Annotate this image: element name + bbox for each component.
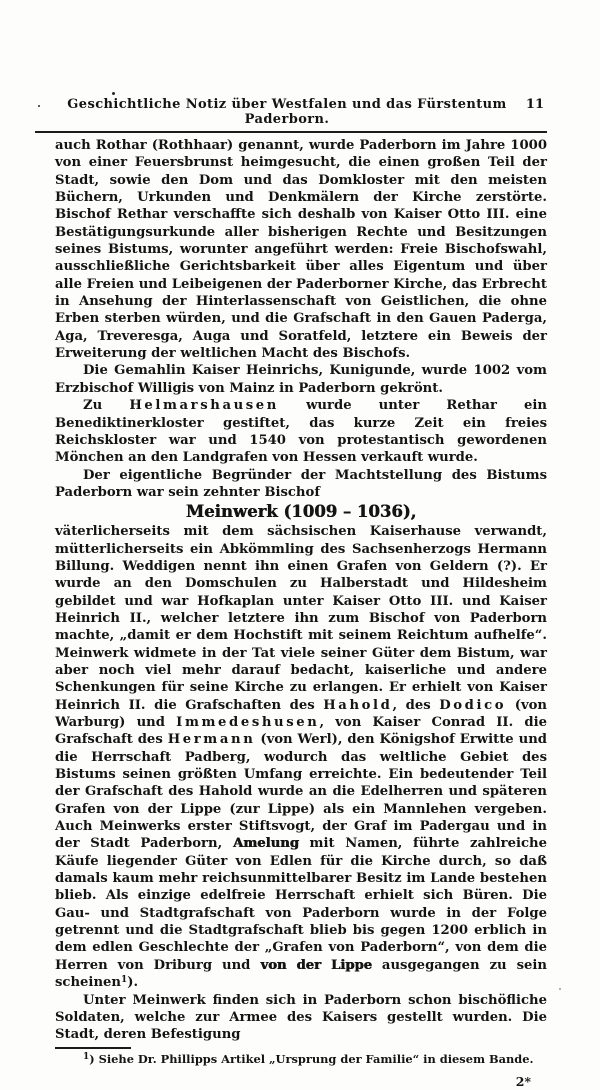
footnote-marker: 1 xyxy=(83,1051,90,1062)
paragraph-text: Die Gemahlin Kaiser Heinrichs, Kunigunde, wurde 1002 vom Erzbischof Willigis von Mainz in Paderborn gekrönt. xyxy=(55,363,547,396)
paragraph-begruender xyxy=(55,467,547,502)
paragraph-continued xyxy=(55,137,547,362)
paragraph-text: väterlicherseits mit dem sächsischen Kaiserhause verwandt, mütterlicherseits ein Abkömmling des Sachsenherzogs Hermann Billung. Weddigen nennt ihn einen Grafen von Geldern (?). Er wurde an den Domschulen zu Halberstadt und Hildesheim gebildet und war Hofkaplan unter Kaiser Otto III. und Kaiser Heinrich II., welcher letztere ihn zum Bischof von Paderborn machte, „damit er dem Hochstift mit seinem Reichtum aufhelfe“. Meinwerk widmete in der Tat viele seiner Güter dem Bistum, war aber noch viel mehr darauf bedacht, kaiserliche und andere Schenkungen für seine Kirche zu erlangen. Er erhielt von Kaiser Heinrich II. die Grafschaften des xyxy=(55,524,547,713)
running-header xyxy=(35,97,547,133)
paragraph-text: ). xyxy=(127,975,139,991)
name-helmarshausen: Helmarshausen xyxy=(129,398,279,414)
page-number: 11 xyxy=(525,97,544,112)
paragraph-meinwerk xyxy=(55,523,547,991)
paragraph-text: (von Warburg) und xyxy=(55,697,547,730)
paragraph-text: auch Rothar (Rothhaar) genannt, wurde Paderborn im Jahre 1000 von einer Feuersbrunst heimgesucht, die einen großen Teil der Stadt, sowie den Dom und das Domkloster mit den meisten Büchern, Urkunden und Denkmälern der Kirche zerstörte. Bischof Rethar verschaffte sich deshalb von Kaiser Otto III. eine Bestätigungsurkunde aller bisherigen Rechte und Besitzungen seines Bistums, worunter angeführt werden: Freie Bischofswahl, ausschließliche Gerichtsbarkeit über alles Eigentum und über alle Freien und Leibeigenen der Paderborner Kirche, das Erbrecht in Ansehung der Hinterlassenschaft von Geistlichen, die ohne Erben sterben würden, und die Grafschaft in den Gauen Paderga, Aga, Treveresga, Auga und Soratfeld, letztere ein Beweis der Erweiterung der weltlichen Macht des Bischofs. xyxy=(55,138,547,362)
section-heading-meinwerk: Meinwerk (1009 – 1036), xyxy=(185,502,417,522)
name-dodico: Dodico xyxy=(439,697,507,713)
paragraph-text: ausgegangen zu sein scheinen xyxy=(55,957,548,991)
paragraph-kunigunde xyxy=(55,362,547,397)
footnote-separator-rule xyxy=(55,1047,131,1049)
footnote-text: ) Siehe Dr. Phillipps Artikel „Ursprung der Familie“ in diesem Bande. xyxy=(89,1051,534,1066)
name-von-der-lippe: von der Lippe xyxy=(260,957,372,973)
signature-mark: 2* xyxy=(515,1074,531,1090)
paragraph-text: (von Werl), den Königshof Erwitte und die Herrschaft Padberg, wodurch das weltliche Gebiet des Bistums seinen größten Umfang erreichte. Ein bedeutender Teil der Grafschaft des Hahold wurde an die Edelherren und späteren Grafen von der Lippe (zur Lippe) als ein Mannlehen vergeben. Auch Meinwerks erster Stiftsvogt, der Graf im Padergau und in der Stadt Paderborn, xyxy=(55,732,548,852)
paragraph-text: Unter Meinwerk finden sich in Paderborn schon bischöfliche Soldaten, welche zur Armee des Kaisers gestellt wurden. Die Stadt, deren Befestigung xyxy=(55,992,547,1043)
footnote xyxy=(55,1052,547,1067)
body-text xyxy=(55,137,547,1090)
paragraph-soldaten xyxy=(55,992,547,1044)
paragraph-text: wurde unter Rethar ein Benediktinerkloster gestiftet, das kurze Zeit ein freies Reichskloster war und 1540 von protestantisch gewordenen Mönchen an den Landgrafen von Hessen verkauft wurde. xyxy=(55,398,548,466)
footnote-reference: 1 xyxy=(121,975,128,986)
name-hahold: Hahold xyxy=(323,697,393,713)
header-title: Geschichtliche Notiz über Westfalen und das Fürstentum Paderborn. xyxy=(67,97,507,127)
paragraph-text: , des xyxy=(392,697,440,713)
scan-speck xyxy=(559,988,561,990)
paragraph-helmarshausen xyxy=(55,397,547,466)
name-immedeshusen: Immedeshusen xyxy=(176,715,320,730)
name-amelung: Amelung xyxy=(232,836,299,852)
paragraph-text: Der eigentliche Begründer der Machtstellung des Bistums Paderborn war sein zehnter Bischof xyxy=(55,467,547,500)
scan-speck xyxy=(112,92,115,95)
paragraph-text: mit Namen, führte zahlreiche Käufe liegender Güter von Edlen für die Kirche durch, so daß damals kaum mehr reichsunmittelbarer Besitz im Lande bestehen blieb. Als einzige edelfreie Herrschaft erhielt sich Büren. Die Gau- und Stadtgrafschaft von Paderborn wurde in der Folge getrennt und die Stadtgrafschaft blieb bis gegen 1200 erblich in dem edlen Geschlechte der „Grafen von Paderborn“, von dem die Herren von Driburg und xyxy=(55,836,547,973)
paragraph-text: Zu xyxy=(83,398,130,414)
name-hermann: Hermann xyxy=(167,732,256,748)
paragraph-text: , von Kaiser Conrad II. die Grafschaft des xyxy=(55,715,548,748)
